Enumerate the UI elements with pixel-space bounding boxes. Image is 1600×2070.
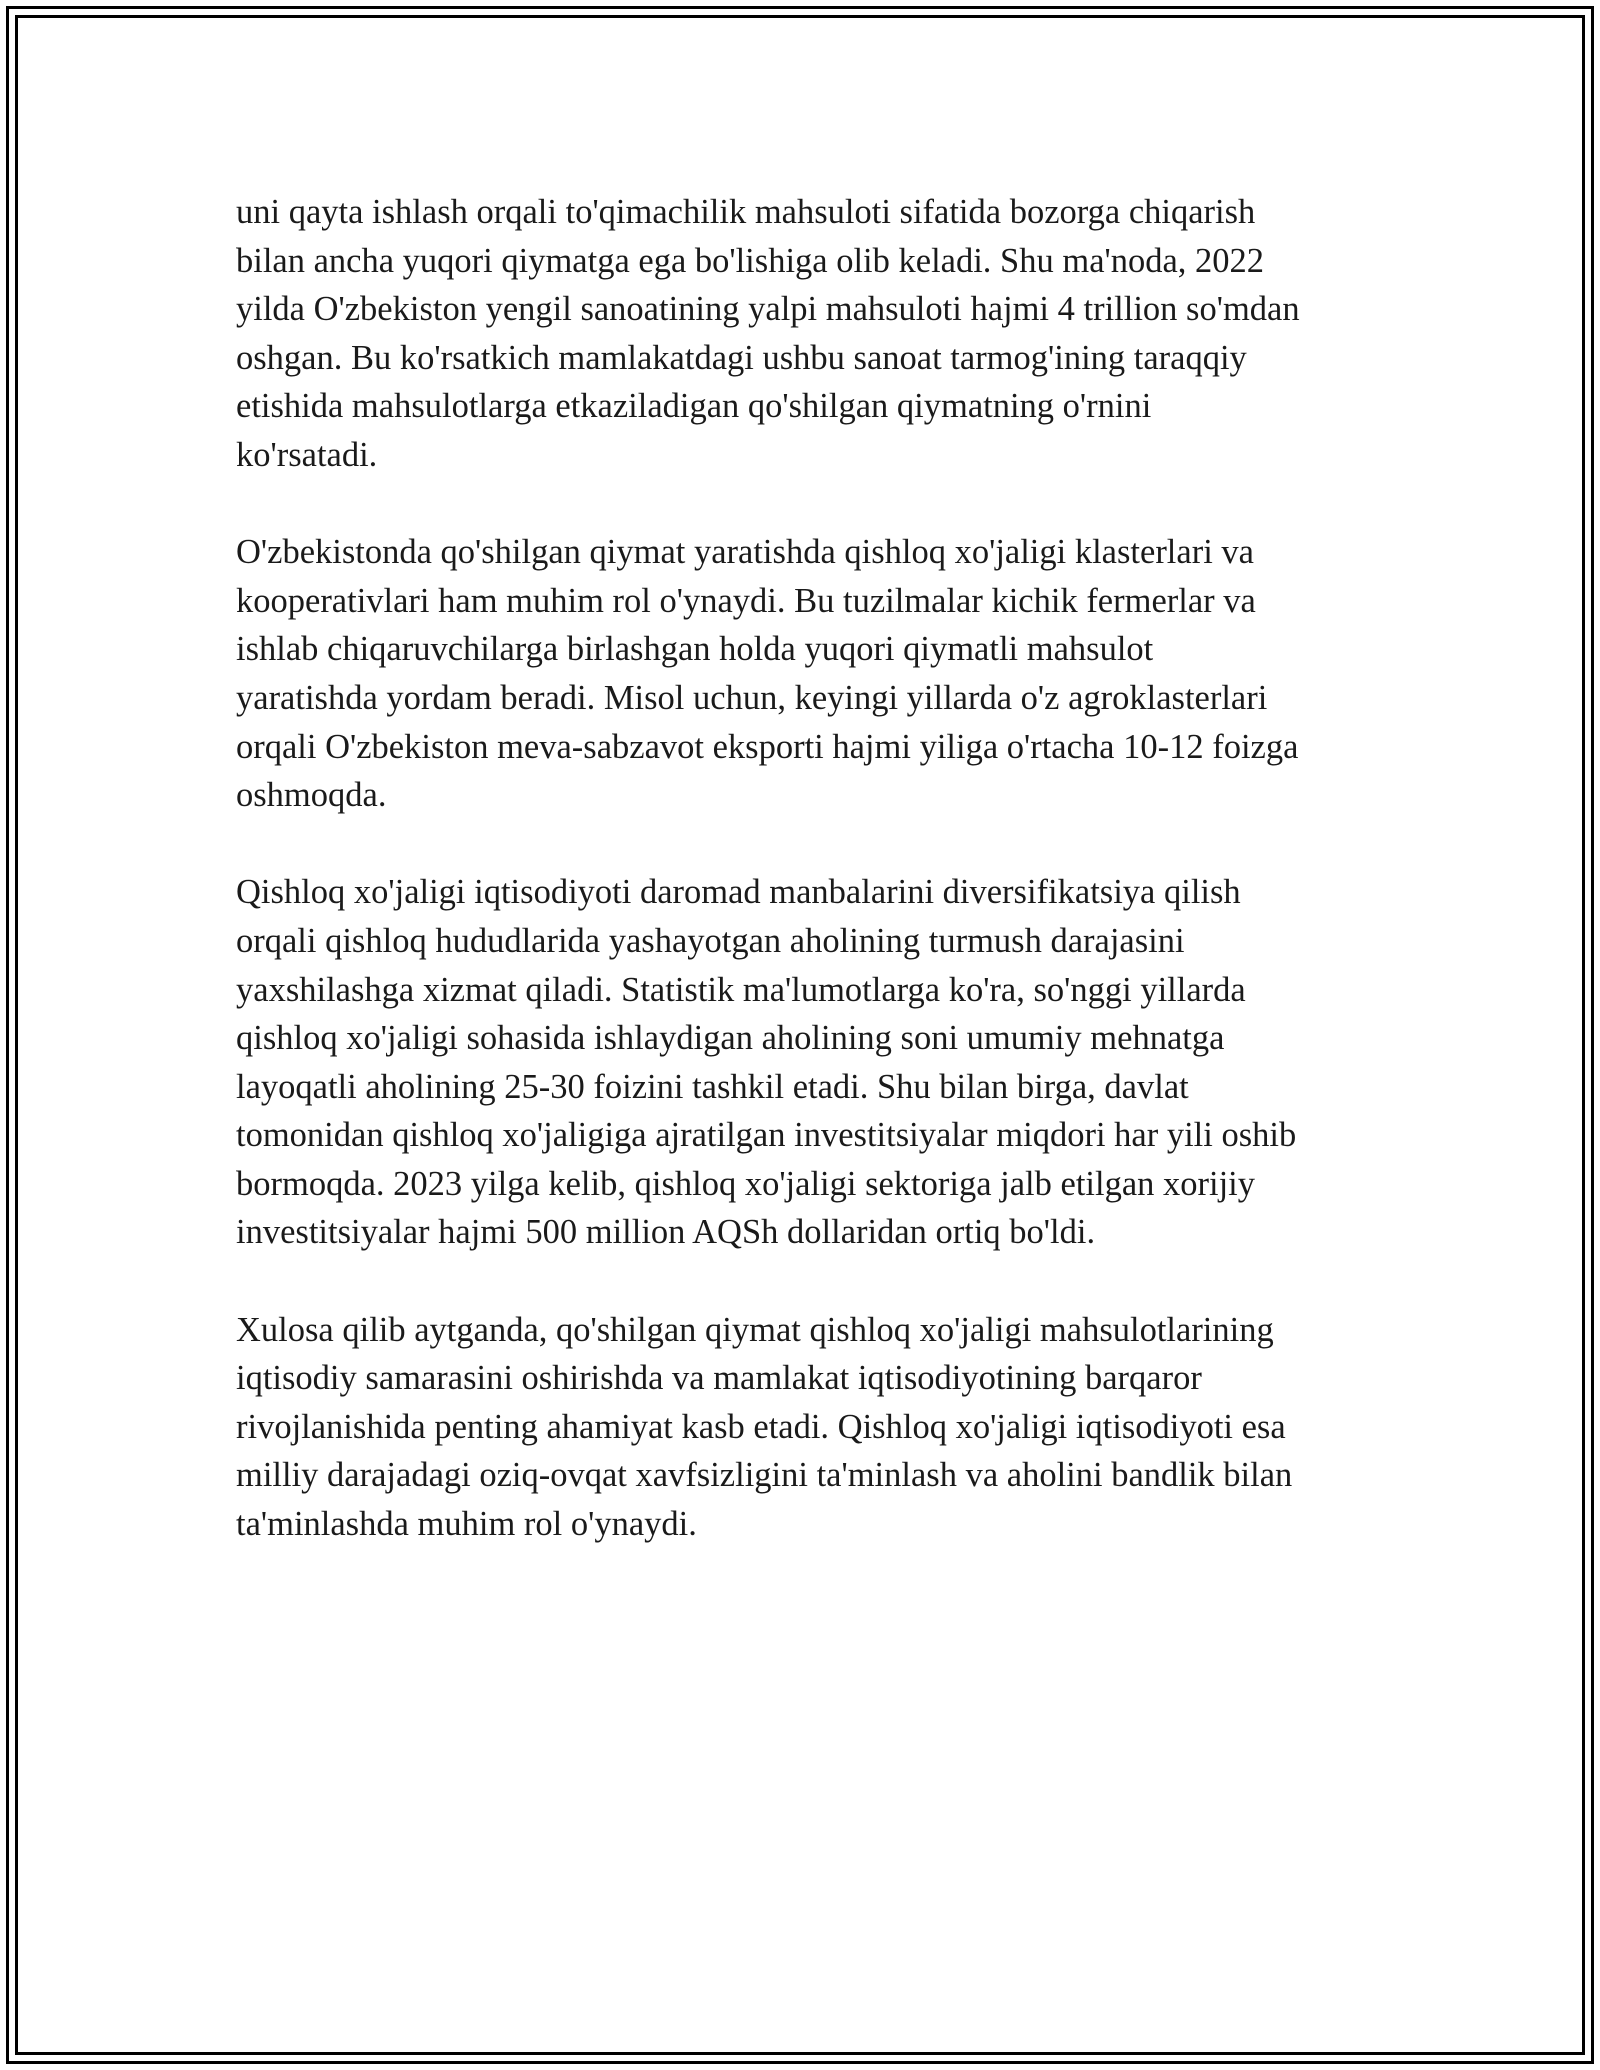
text-line: oshmoqda. <box>236 776 387 815</box>
text-line: Xulosa qilib aytganda, qo'shilgan qiymat qishloq xo'jaligi mahsulotlarining <box>236 1310 1274 1349</box>
text-line: layoqatli aholining 25-30 foizini tashkil etadi. Shu bilan birga, davlat <box>236 1067 1189 1106</box>
paragraph-1 <box>236 188 1376 480</box>
text-line: oshgan. Bu ko'rsatkich mamlakatdagi ushbu sanoat tarmog'ining taraqqiy <box>236 338 1247 377</box>
text-line: etishida mahsulotlarga etkaziladigan qo'shilgan qiymatning o'rnini <box>236 387 1152 426</box>
text-line: ta'minlashda muhim rol o'ynaydi. <box>236 1505 697 1544</box>
text-line: milliy darajadagi oziq-ovqat xavfsizligini ta'minlash va aholini bandlik bilan <box>236 1456 1293 1495</box>
paragraph-2 <box>236 528 1376 820</box>
paragraph-4 <box>236 1306 1376 1549</box>
text-line: Qishloq xo'jaligi iqtisodiyoti daromad manbalarini diversifikatsiya qilish <box>236 873 1241 912</box>
text-line: tomonidan qishloq xo'jaligiga ajratilgan investitsiyalar miqdori har yili oshib <box>236 1116 1297 1155</box>
text-line: iqtisodiy samarasini oshirishda va mamlakat iqtisodiyotining barqaror <box>236 1359 1202 1398</box>
text-line: ishlab chiqaruvchilarga birlashgan holda yuqori qiymatli mahsulot <box>236 630 1154 669</box>
text-line: investitsiyalar hajmi 500 million AQSh dollaridan ortiq bo'ldi. <box>236 1213 1096 1252</box>
text-line: orqali O'zbekiston meva-sabzavot eksporti hajmi yiliga o'rtacha 10-12 foizga <box>236 727 1299 766</box>
text-line: orqali qishloq hududlarida yashayotgan aholining turmush darajasini <box>236 921 1185 960</box>
text-line: bilan ancha yuqori qiymatga ega bo'lishiga olib keladi. Shu ma'noda, 2022 <box>236 241 1265 280</box>
text-line: yaxshilashga xizmat qiladi. Statistik ma'lumotlarga ko'ra, so'nggi yillarda <box>236 970 1246 1009</box>
text-line: uni qayta ishlash orqali to'qimachilik mahsuloti sifatida bozorga chiqarish <box>236 193 1256 231</box>
document-body <box>236 188 1376 1597</box>
text-line: O'zbekistonda qo'shilgan qiymat yaratishda qishloq xo'jaligi klasterlari va <box>236 533 1254 572</box>
text-line: yilda O'zbekiston yengil sanoatining yalpi mahsuloti hajmi 4 trillion so'mdan <box>236 290 1300 329</box>
text-line: qishloq xo'jaligi sohasida ishlaydigan aholining soni umumiy mehnatga <box>236 1019 1225 1058</box>
text-line: kooperativlari ham muhim rol o'ynaydi. Bu tuzilmalar kichik fermerlar va <box>236 581 1256 620</box>
paragraph-3 <box>236 868 1376 1257</box>
text-line: yaratishda yordam beradi. Misol uchun, keyingi yillarda o'z agroklasterlari <box>236 678 1268 717</box>
text-line: bormoqda. 2023 yilga kelib, qishloq xo'jaligi sektoriga jalb etilgan xorijiy <box>236 1164 1256 1203</box>
text-line: ko'rsatadi. <box>236 435 378 474</box>
text-line: rivojlanishida penting ahamiyat kasb etadi. Qishloq xo'jaligi iqtisodiyoti esa <box>236 1407 1286 1446</box>
